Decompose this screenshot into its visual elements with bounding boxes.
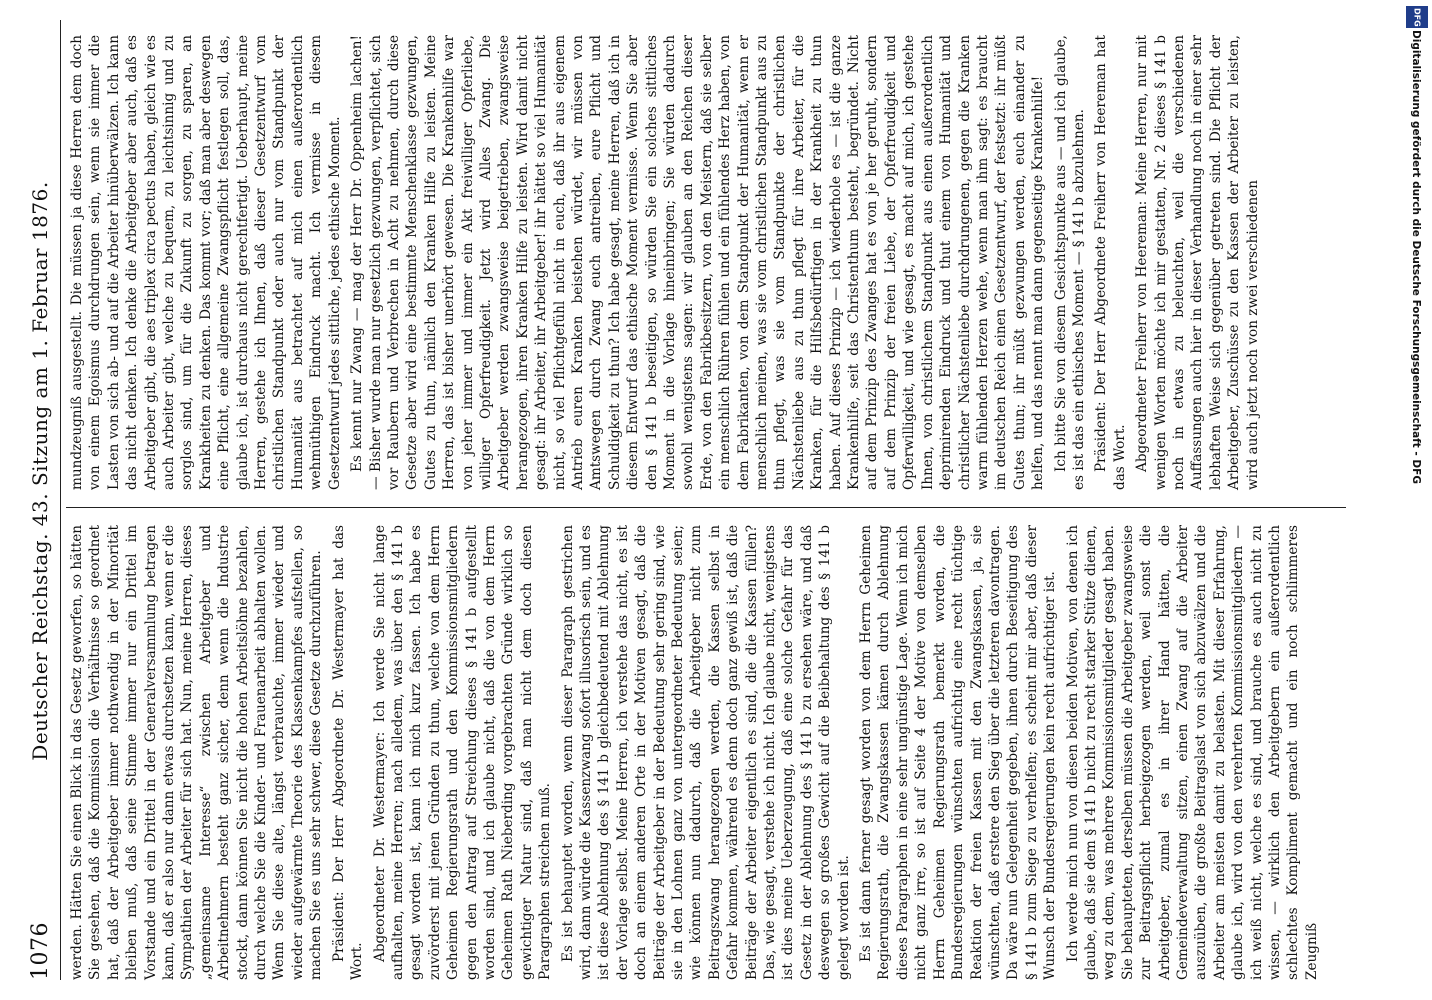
running-head: Deutscher Reichstag. 43. Sitzung am 1. Februar 1876.: [28, 181, 52, 761]
paragraph-speaker: Präsident: Der Herr Abgeordnete Freiherr von Heereman hat das Wort.: [1093, 35, 1128, 490]
paragraph-speaker: Abgeordneter Freiherr von Heereman: Meine Herren, nur mit wenigen Worten möchte ich mir gestatten, Nr. 2 dieses § 141 b noch in etwas zu beleuchten, weil die verschiedenen Auffassungen auch hier in dieser Verhandlung noch in einer sehr lebhaften Weise sich gegenüber getreten sind. Die Pflicht der Arbeitgeber, Zuschüsse zu den Kassen der Arbeiter zu leisten, wird auch jetzt noch von zwei verschiedenen: [1134, 35, 1261, 490]
page-header: [20, 20, 60, 980]
rotated-page-content: [20, 20, 1350, 980]
funding-note: [1406, 30, 1424, 970]
paragraph: Ich werde mich nun von diesen beiden Motiven, von denen ich glaube, daß sie dem § 141 b nicht zu recht starker Stütze dienen, weg zu dem, was mehrere Kommissionsmitglieder gesagt haben. Sie behaupteten, derselben müssen die Arbeitgeber zwangsweise zur Beitragspflicht herbeigezogen werden, weil sonst die Arbeitgeber, zumal es in ihrer Hand hätten, die Gemeindeverwaltung sitzen, einen Zwang auf die Arbeiter auszuüben, die großte Beitragslast von sich abzuwälzen und die Arbeiter am meisten damit zu belasten. Mit dieser Erfahrung, glaube ich, wird von den verehrten Kommissionsmitgliedern — ich weiß nicht, welche es sind, und brauche es auch nicht zu wissen, — wirklich den Arbeitgebern ein außerordentlich schlechtes Kompliment gemacht und ein noch schlimmeres Zeugniß: [1064, 525, 1320, 980]
dfg-logo: DFG: [1406, 6, 1428, 28]
paragraph: Es kennt nur Zwang — mag der Herr Dr. Oppenheim lachen! — Bisher wurde man nur gesetzlich gezwungen, verpflichtet, sich vor Raubern und Verbrechen in Acht zu nehmen, durch diese Gesetze aber wird eine bestimmte Menschenklasse gezwungen, Gutes zu thun, nämlich den Kranken Hilfe zu leisten. Meine Herren, das ist bisher unerhört gewesen. Die Krankenhilfe war von jeher immer und immer ein Akt freiwilliger Opferliebe, williger Opferfreudigkeit. Jetzt wird Alles Zwang. Die Arbeitgeber werden zwangsweise beigetrieben, zwangsweise herangezogen, ihren Kranken Hilfe zu leisten. Wird damit nicht gesagt: ihr Arbeiter, ihr Arbeitgeber! ihr hättet so viel Humanität nicht, so viel Pflichtgefühl nicht in euch, daß ihr aus eigenem Antrieb euren Kranken beistehen würdet, wir müssen von Amtswegen durch Zwang euch antreiben, eure Pflicht und Schuldigkeit zu thun? Ich habe gesagt, meine Herren, daß ich in diesem Entwurf das ethische Moment vermisse. Wenn Sie aber den § 141 b beseitigen, so würden Sie ein solches sittliches Moment in die Vorlage hineinbringen; Sie würden dadurch sowohl wenigstens sagen: wir glauben an den Reichen dieser Erde, von den Fabrikbesitzern, von den Meistern, daß sie selber ein menschlich Rühren fühlen und ein fühlendes Herz haben, von dem Fabrikanten, von dem Standpunkt der Humanität, wenn er menschlich meinen, was sie vom christlichen Standpunkt aus zu thun pflegt, was sie vom Standpunkte der christlichen Nächstenliebe aus zu thun pflegt für ihre Arbeiter, für die Kranken, für die Hilfsbedürftigen in der Krankheit zu thun haben. Auf dieses Prinzip — ich wiederhole es — ist die ganze Krankenhilfe, seit das Christenthum besteht, begründet. Nicht auf dem Prinzip des Zwanges hat es von je her geruht, sondern auf dem Prinzip der freien Liebe, der Opferfreudigkeit und Opferwilligkeit, und wie gesagt, es macht auf mich, ich gestehe Ihnen, von christlichem Standpunkt aus einen außerordentlich deprimirenden Eindruck und thut einem von Humanität und christlicher Nächstenliebe durchdrungenen, gegen die Kranken warm fühlenden Herzen wehe, wenn man ihm sagt: es braucht im deutschen Reich einen Gesetzentwurf, der festsetzt: ihr müßt Gutes thun; ihr müßt gezwungen werden, euch einander zu helfen, und das nennt man dann gegenseitige Krankenhilfe!: [349, 35, 1047, 490]
funding-note-text: Digitalisierung gefördert durch die Deutsche Forschungsgemeinschaft - DFG: [1410, 30, 1422, 484]
paragraph: Es ist dann ferner gesagt worden von dem Herrn Geheimen Regierungsrath, die Zwangskassen kämen durch Ablehnung dieses Paragraphen in eine sehr ungünstige Lage. Wenn ich mich nicht ganz irre, so ist auf Seite 4 der Motive von demselben Herrn Geheimen Regierungsrath bemerkt worden, die Bundesregierungen wünschten aufrichtig eine recht tüchtige Reaktion der freien Kassen mit den Zwangskassen, ja, sie wünschten, daß erstere den Sieg über die letzteren davontragen. Da wäre nun Gelegenheit gegeben, ihnen durch Beseitigung des § 141 b zum Siege zu verhelfen; es scheint mir aber, daß dieser Wunsch der Bundesregierungen kein recht aufrichtiger ist.: [858, 525, 1059, 980]
paragraph: Es ist behauptet worden, wenn dieser Paragraph gestrichen wird, dann würde die Kassenzwang sofort illusorisch sein, und es ist diese Ablehnung des § 141 b gleichbedeutend mit Ablehnung der Vorlage selbst. Meine Herren, ich verstehe das nicht, es ist doch an einem anderen Orte in der Motiven gesagt, daß die Beiträge der Arbeitgeber in der Bedeutung sehr gering sind, wie sie in den Lohnen ganz von untergeordneter Bedeutung seien; wie können nun dadurch, daß die Arbeitgeber nicht zum Beitragszwang herangezogen werden, die Kassen selbst in Gefahr kommen, während es denn doch ganz gewiß ist, daß die Beiträge der Arbeiter eigentlich es sind, die die Kassen füllen? Das, wie gesagt, verstehe ich nicht. Ich glaube nicht, wenigstens ist dies meine Ueberzeugung, daß eine solche Gefahr für das Gesetz in der Ablehnung des § 141 b zu ersehen wäre, und daß deswegen so großes Gewicht auf die Beibehaltung des § 141 b gelegt worden ist.: [559, 525, 852, 980]
left-column: [68, 525, 1325, 980]
header-rule: [60, 20, 61, 980]
paragraph: mundzeugniß ausgestellt. Die müssen ja diese Herren dem doch von einem Egoismus durchdrungen sein, wenn sie immer die Lasten von sich ab- und auf die Arbeiter hinüberwälzen. Ich kann das nicht denken. Ich denke die Arbeitgeber aber auch, daß es Arbeitgeber gibt, die aes triplex circa pectus haben, gleich wie es auch Arbeiter gibt, welche zu bequem, zu leichtsinnig und zu sorglos sind, um für die Zukunft zu sorgen, zu sparen, an Krankheiten zu denken. Das kommt vor; daß man aber deswegen eine Pflicht, eine allgemeine Zwangspflicht festlegen soll, das, glaube ich, ist durchaus nicht gerechtfertigt. Ueberhaupt, meine Herren, gestehe ich Ihnen, daß dieser Gesetzentwurf vom christlichen Standpunkt oder auch nur vom Standpunkt der Humanität aus betrachtet auf mich einen außerordentlich wehmüthigen Eindruck macht. Ich vermisse in diesem Gesetzentwurf jedes sittliche, jedes ethische Moment.: [69, 35, 343, 490]
column-rule: [66, 507, 1346, 508]
paragraph-speaker: Präsident: Der Herr Abgeordnete Dr. Westermayer hat das Wort.: [330, 525, 366, 980]
paragraph: Ich bitte Sie von diesem Gesichtspunkte aus — und ich glaube, es ist das ein ethisches Moment — § 141 b abzulehnen.: [1052, 35, 1087, 490]
paragraph: werden. Hätten Sie einen Blick in das Gesetz geworfen, so hätten Sie gesehen, daß die Kommission die Verhältnisse so geordnet hat, daß der Arbeitgeber immer nothwendig in der Minorität bleiben muß, daß seine Stimme immer nur ein Drittel im Vorstande und ein Drittel in der Generalversammlung betragen kann, daß er also nur dann etwas durchsetzen kann, wenn er die Sympathien der Arbeiter für sich hat. Nun, meine Herren, dieses „gemeinsame Interesse“ zwischen Arbeitgeber und Arbeitnehmern besteht ganz sicher, denn wenn die Industrie stockt, dann können Sie nicht die hohen Arbeitslöhne bezahlen, durch welche Sie die Kinder- und Frauenarbeit abhalten wollen. Wenn Sie diese alte, längst verbrauchte, immer wieder und wieder aufgewärmte Theorie des Klassenkampfes aufstellen, so machen Sie es uns sehr schwer, diese Gesetze durchzuführen.: [69, 525, 325, 980]
paragraph-speaker: Abgeordneter Dr. Westermayer: Ich werde Sie nicht lange aufhalten, meine Herren; nach alledem, was über den § 141 b gesagt worden ist, kann ich mich kurz fassen. Ich habe es zuvörderst mit jenen Gründen zu thun, welche von dem Herrn Geheimen Regierungsrath und den Kommissionsmitgliedern gegen den Antrag auf Streichung dieses § 141 b aufgestellt worden sind, und ich glaube nicht, daß die von dem Herrn Geheimen Rath Nieberding vorgebrachten Gründe wirklich so gewichtiger Natur sind, daß man nicht dem doch diesen Paragraphen streichen muß.: [371, 525, 554, 980]
right-column: [68, 35, 1266, 490]
page-number: 1076: [27, 922, 53, 980]
